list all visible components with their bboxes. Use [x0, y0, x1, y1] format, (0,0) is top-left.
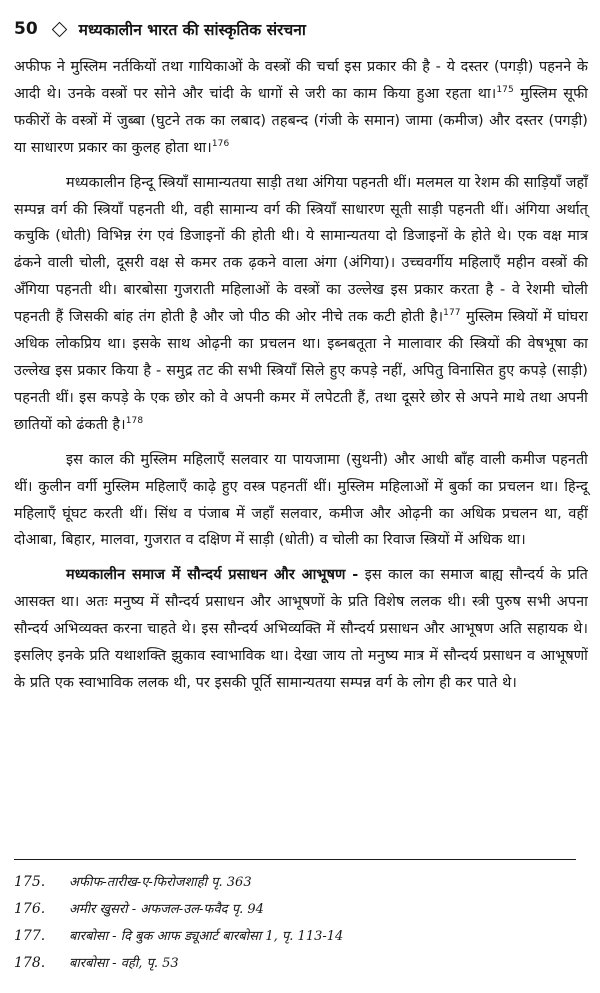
footnote-number: 178.: [14, 955, 46, 971]
footnote-text: अफीफ-तारीख-ए-फिरोजशाही पृ. 363: [69, 875, 252, 890]
footnote-text: बारबोसा - दि बुक आफ ड्यूआर्ट बारबोसा 1, पृ. 113-14: [69, 929, 344, 944]
body-text: [14, 54, 588, 697]
footnote: [14, 926, 574, 953]
section-heading: मध्यकालीन समाज में सौन्दर्य प्रसाधन और आभूषण -: [66, 567, 359, 584]
footnote-ref: 178: [125, 415, 144, 426]
paragraph: [14, 170, 588, 439]
footnote-ref: 177: [443, 308, 461, 319]
paragraph: [14, 54, 588, 162]
footnote-number: 176.: [14, 901, 46, 917]
footnotes: [14, 872, 574, 980]
text-segment: इस काल का समाज बाह्य सौन्दर्य के प्रति आसक्त था। अतः मनुष्य में सौन्दर्य प्रसाधन और आभूषणों के प्रति विशेष ललक थी। स्त्री पुरुष सभी अपना सौन्दर्य अभिव्यक्त करना चाहते थे। इस सौन्दर्य अभिव्यक्ति में सौन्दर्य प्रसाधन और आभूषण अति सहायक थे। इसलिए इनके प्रति यथाशक्ति झुकाव स्वाभाविक था। देखा जाय तो मनुष्य मात्र में सौन्दर्य प्रसाधन व आभूषणों के प्रति एक स्वाभाविक ललक थी, पर इसकी पूर्ति सामान्यतया सम्पन्न वर्ग के लोग ही कर पाते थे।: [14, 567, 588, 691]
page-number: 50: [14, 19, 38, 39]
footnote-text: अमीर खुसरो - अफजल-उल-फवैद पृ. 94: [69, 902, 264, 917]
page-header: [14, 14, 588, 44]
text-segment: मुस्लिम स्त्रियों में घांघरा अधिक लोकप्रिय था। इसके साथ ओढ़नी का प्रचलन था। इब्नबतूता ने मालावार की स्त्रियों की वेषभूषा का उल्लेख इस प्रकार किया है - समुद्र तट की सभी स्त्रियाँ सिले हुए कपड़े नहीं, अपितु विनासित हुए कपड़े (साड़ी) पहनती थीं। इस कपड़े के एक छोर को वे अपनी कमर में लपेटती हैं, तथा दूसरे छोर से अपने माथे तथा अपनी छातियों को ढंकती है।: [14, 309, 588, 433]
paragraph: [14, 447, 588, 555]
paragraph: [14, 562, 588, 697]
text-segment: अफीफ ने मुस्लिम नर्तकियों तथा गायिकाओं के वस्त्रों की चर्चा इस प्रकार की है - ये दस्तर (पगड़ी) पहनने के आदी थे। उनके वस्त्रों पर सोने और चांदी के धागों से जरी का काम किया हुआ रहता था।: [14, 59, 588, 102]
footnote-number: 175.: [14, 874, 46, 890]
text-segment: इस काल की मुस्लिम महिलाएँ सलवार या पायजामा (सुथनी) और आधी बाँह वाली कमीज पहनती थीं। कुलीन वर्गी मुस्लिम महिलाएँ काढ़े हुए वस्त्र पहनतीं थीं। मुस्लिम महिलाओं में बुर्का का प्रचलन था। हिन्दू महिलाएँ घूंघट करती थीं। सिंध व पंजाब में जहाँ सलवार, कमीज और ओढ़नी का अधिक प्रचलन था, वहीं दोआबा, बिहार, मालवा, गुजरात व दक्षिण में साड़ी (धोती) व चोली का रिवाज स्त्रियों में अधिक था।: [14, 451, 588, 549]
footnote: [14, 899, 574, 926]
footnote-ref: 176: [211, 138, 230, 149]
text-segment: मुस्लिम सूफी फकीरों के वस्त्रों में जुब्बा (घुटने तक का लबाद) तहबन्द (गंजी के समान) जामा (कमीज) और दस्तर (पगड़ी) या साधारण प्रकार का कुलह होता था।: [14, 85, 588, 156]
footnote-ref: 175: [496, 85, 514, 96]
footnote: [14, 953, 574, 980]
book-page: [14, 14, 588, 980]
footnote-number: 177.: [14, 928, 46, 944]
footnote: [14, 872, 574, 899]
footnote-text: बारबोसा - वही, पृ. 53: [69, 956, 179, 971]
text-segment: मध्यकालीन हिन्दू स्त्रियाँ सामान्यतया साड़ी तथा अंगिया पहनती थीं। मलमल या रेशम की साड़ियाँ जहाँ सम्पन्न वर्ग की स्त्रियाँ पहनती थी, वही सामान्य वर्ग की स्त्रियाँ साधारण सूती साड़ी पहनती थीं। अंगिया अर्थात् कचुकि (धोती) विभिन्न रंग एवं डिजाइनों की होती थी। ये सामान्यतया दो डिजाइनों के होते थे। एक वक्ष मात्र ढंकने वाली चोली, दूसरी वक्ष से कमर तक ढ़कने वाला अंगा (अंगिया)। उच्चवर्गीय महिलाएँ महीन वस्त्रों की अँगिया पहनती थी। बारबोसा गुजराती महिलाओं के वस्त्रों का उल्लेख इस प्रकार करता है - वे रेशमी चोली पहनती हैं जिसकी बांह तंग होती है और जो पीठ की ओर नीचे तक कटी होती है।: [14, 174, 588, 326]
diamond-icon: [51, 21, 67, 37]
footnote-divider: [14, 859, 576, 860]
running-title: मध्यकालीन भारत की सांस्कृतिक संरचना: [78, 21, 306, 39]
